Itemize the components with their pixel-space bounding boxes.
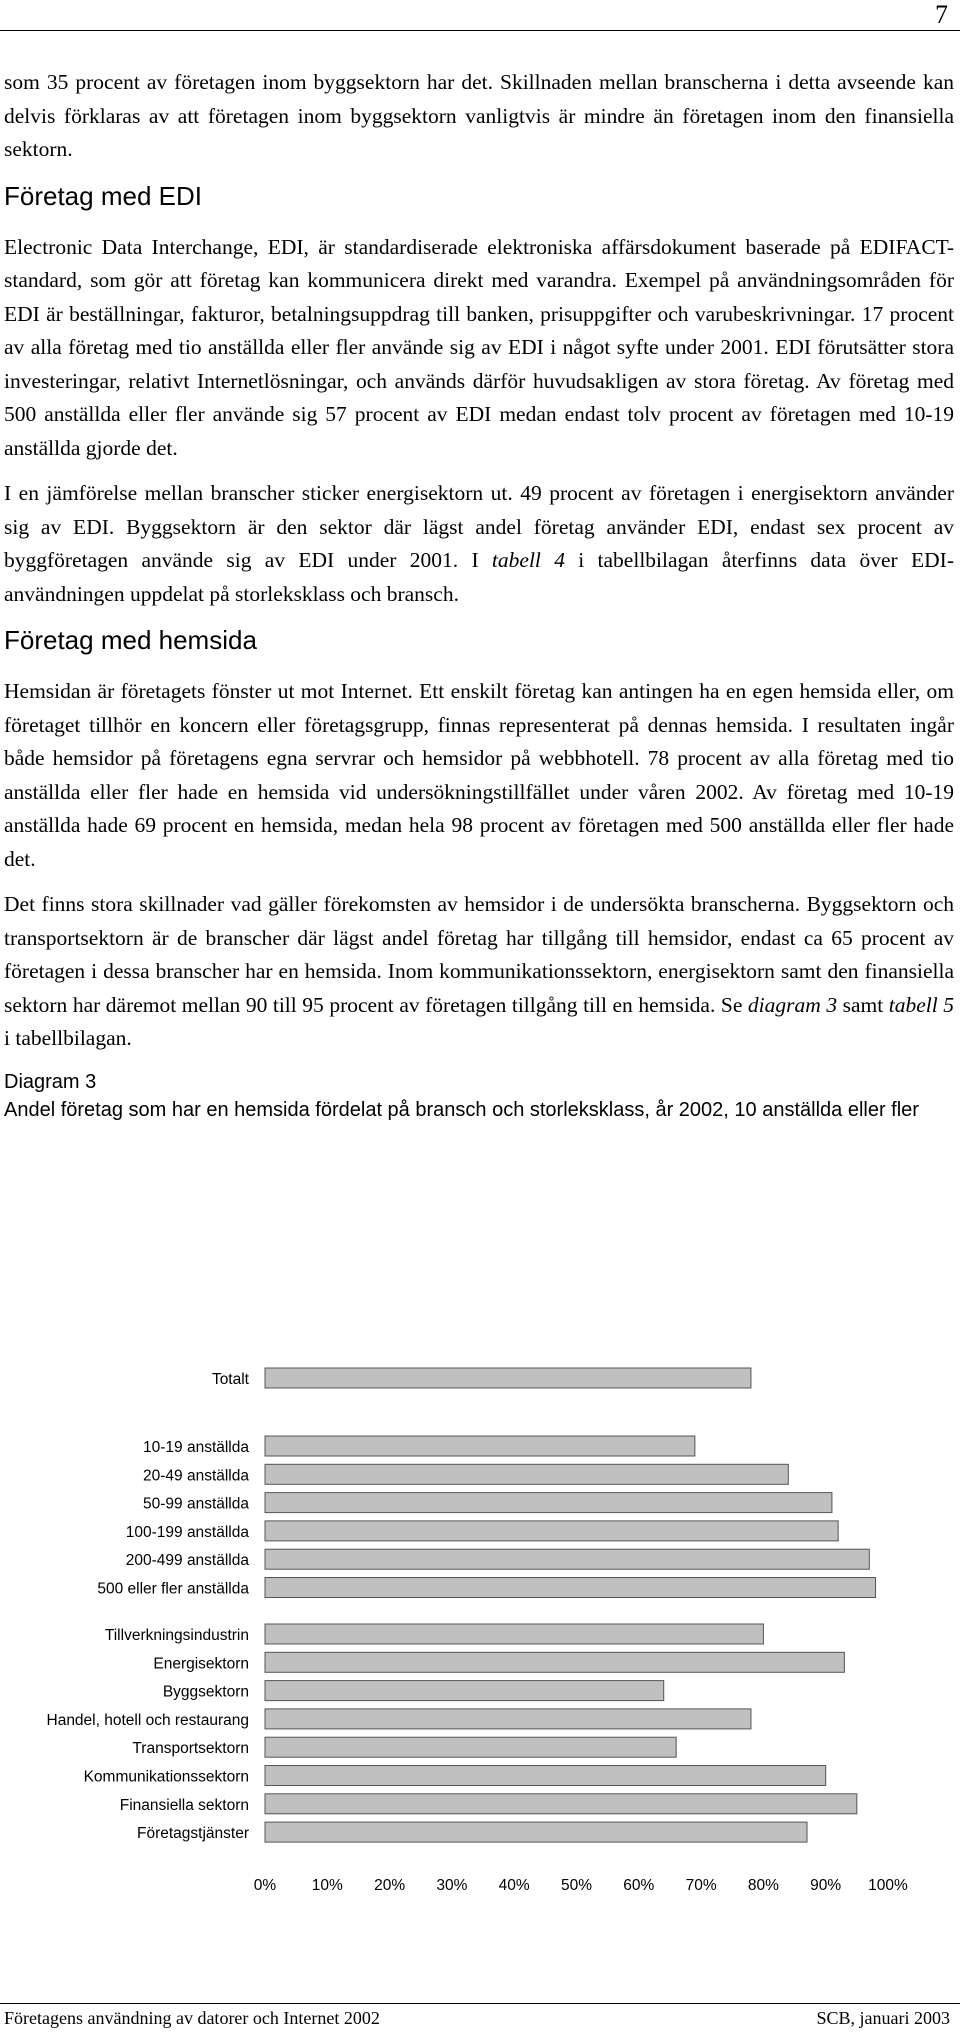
page-number: 7 (935, 0, 948, 29)
x-tick-label: 50% (560, 1877, 593, 1894)
category-label: Kommunikationssektorn (83, 1768, 249, 1786)
bar (265, 1368, 751, 1388)
bar (265, 1737, 676, 1757)
bar (265, 1822, 807, 1842)
x-tick-label: 0% (253, 1877, 277, 1894)
paragraph-intro: som 35 procent av företagen inom byggsektorn har det. Skillnaden mellan branscherna i detta avseende kan delvis förklaras av att företagen inom byggsektorn vanligtvis är mindre än företagen inom den finansiella sektorn. (4, 70, 954, 161)
category-label: Totalt (211, 1371, 249, 1388)
diagram-title: Andel företag som har en hemsida fördelat på bransch och storleksklass, år 2002, 10 anställda eller fler (4, 1098, 919, 1121)
bar (265, 1436, 695, 1456)
bar (265, 1493, 832, 1513)
bar (265, 1549, 869, 1569)
paragraph-edi-branscher (4, 477, 954, 611)
bar (265, 1464, 788, 1484)
x-tick-label: 80% (747, 1877, 779, 1894)
bar (265, 1681, 664, 1701)
category-label: 100-199 anställda (125, 1523, 249, 1541)
bar (265, 1578, 876, 1598)
bar-chart (0, 1340, 960, 1900)
text-run: I en jämförelse mellan branscher sticker energisektorn ut. 49 procent av företagen i energisektorn använder sig av EDI. Byggsektorn är den sektor där lägst andel företag använder EDI, endast sex procent av byggföretagen använde sig av EDI under 2001. I (4, 481, 954, 572)
bar (265, 1766, 826, 1786)
category-label: Handel, hotell och restaurang (46, 1711, 249, 1729)
x-tick-label: 10% (311, 1877, 343, 1894)
x-tick-label: 30% (436, 1877, 468, 1894)
heading-edi: Företag med EDI (4, 180, 202, 211)
category-label: Transportsektorn (132, 1740, 249, 1758)
x-tick-label: 90% (810, 1877, 842, 1894)
footer-rule (0, 2003, 960, 2004)
x-tick-label: 40% (498, 1877, 530, 1894)
bar (265, 1521, 838, 1541)
heading-hemsida: Företag med hemsida (4, 625, 257, 655)
category-label: Byggsektorn (162, 1683, 249, 1701)
category-label: Tillverkningsindustrin (104, 1627, 249, 1644)
footer-publisher: SCB, januari 2003 (816, 2008, 950, 2028)
footer-title: Företagens användning av datorer och Internet 2002 (4, 2008, 380, 2028)
category-label: 50-99 anställda (143, 1495, 249, 1513)
bar (265, 1652, 844, 1672)
bar (265, 1624, 763, 1644)
paragraph-hemsida: Hemsidan är företagets fönster ut mot Internet. Ett enskilt företag kan antingen ha en egen hemsida eller, om företaget tillhör en koncern eller företagsgrupp, finnas representerat på dennas hemsida. I resultaten ingår både hemsidor på företagens egna servrar och hemsidor på webbhotell. 78 procent av alla företag med tio anställda eller fler hade en hemsida vid undersökningstillfället under våren 2002. Av företag med 10-19 anställda hade 69 procent en hemsida, medan hela 98 procent av företagen med 500 anställda eller fler hade det. (4, 679, 954, 871)
category-label: 10-19 anställda (143, 1439, 249, 1456)
bar (265, 1709, 751, 1729)
paragraph-edi: Electronic Data Interchange, EDI, är standardiserade elektroniska affärsdokument baserade på EDIFACT-standard, som gör att företag kan kommunicera direkt med varandra. Exempel på användningsområden för EDI är beställningar, fakturor, betalningsuppdrag till banken, prisuppgifter och varubeskrivningar. 17 procent av alla företag med tio anställda eller fler använde sig av EDI i något syfte under 2001. EDI förutsätter stora investeringar, relativt Internetlösningar, och används därför huvudsakligen av stora företag. Av företag med 500 anställda eller fler använde sig 57 procent av EDI medan endast tolv procent av företagen med 10-19 anställda gjorde det. (4, 234, 954, 460)
diagram-reference: diagram 3 (747, 992, 838, 1017)
category-label: 200-499 anställda (125, 1552, 249, 1570)
header-rule (0, 30, 960, 31)
category-label: 20-49 anställda (143, 1467, 249, 1485)
category-label: Företagstjänster (137, 1825, 249, 1843)
paragraph-hemsida-branscher (4, 888, 954, 1056)
bar (265, 1794, 857, 1814)
category-label: Finansiella sektorn (119, 1796, 249, 1814)
text-run: Det finns stora skillnader vad gäller förekomsten av hemsidor i de undersökta branscherna. Byggsektorn och transportsektorn är de branscher där lägst andel företag har tillgång till hemsidor, endast ca 65 procent av företagen i dessa branscher har en hemsida. Inom kommunikationssektorn, energisektorn samt den finansiella sektorn har däremot mellan 90 till 95 procent av företagen tillgång till en hemsida. Se (4, 892, 954, 1017)
category-label: 500 eller fler anställda (97, 1580, 249, 1598)
text-run: i tabellbilagan återfinns data över EDI-användningen uppdelat på storleksklass och bransch. (4, 548, 954, 606)
table-reference: tabell 5 (888, 992, 955, 1017)
x-tick-label: 60% (623, 1877, 655, 1894)
table-reference: tabell 4 (491, 548, 565, 572)
x-tick-label: 100% (868, 1877, 908, 1894)
diagram-label: Diagram 3 (4, 1070, 97, 1093)
category-label: Energisektorn (153, 1655, 249, 1673)
text-run: i tabellbilagan. (4, 1026, 132, 1050)
x-tick-label: 70% (685, 1877, 717, 1894)
main-content (4, 66, 954, 1124)
x-tick-label: 20% (374, 1877, 406, 1894)
text-run: samt (837, 992, 889, 1017)
